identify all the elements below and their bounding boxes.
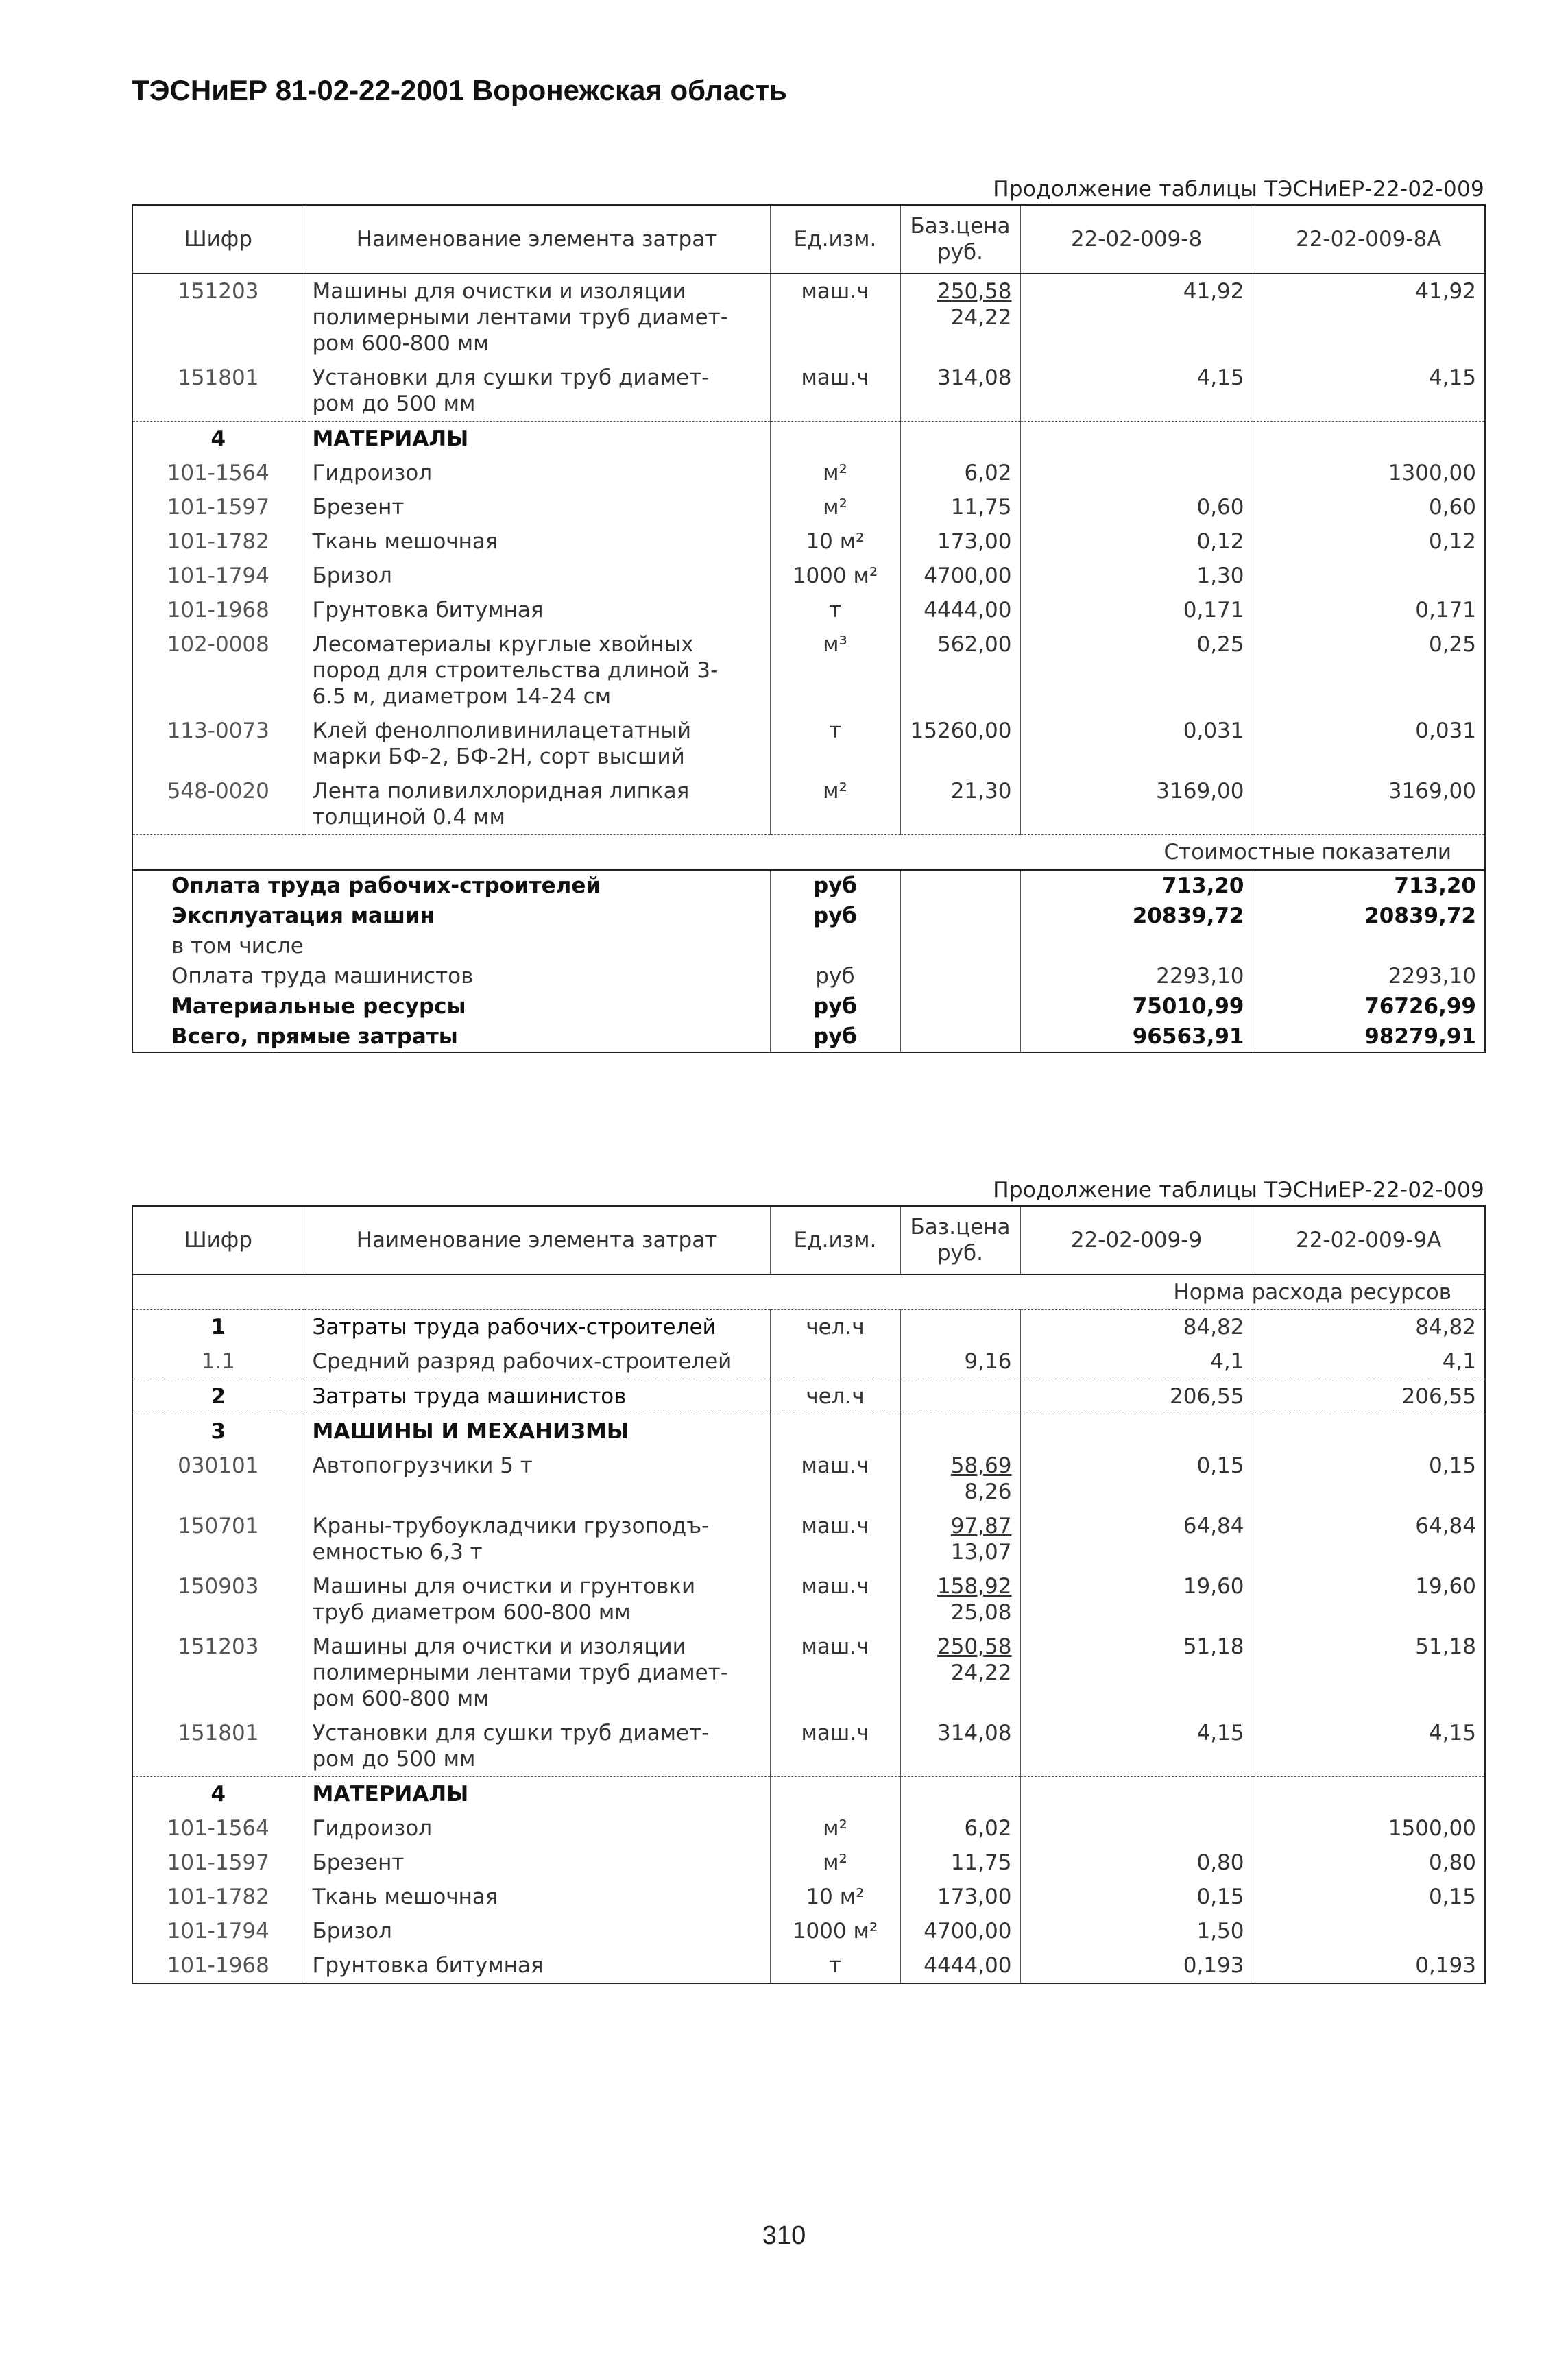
resource-code: 101-1794: [167, 1919, 269, 1944]
col-header-name: Наименование элемента затрат: [304, 205, 770, 274]
norm-value-b: 0,25: [1253, 627, 1485, 714]
base-price: [900, 1509, 1020, 1569]
resource-unit: 10 м²: [770, 524, 900, 559]
table-row: [132, 774, 1485, 835]
norm-value-a: 84,82: [1020, 1310, 1253, 1345]
resource-code: 101-1782: [167, 529, 269, 554]
norm-value-a: 19,60: [1020, 1569, 1253, 1630]
base-price: [900, 593, 1020, 627]
resource-unit: т: [770, 714, 900, 774]
table-row: [132, 559, 1485, 593]
table-row: [132, 1569, 1485, 1630]
cost-value-b: 76726,99: [1253, 991, 1485, 1021]
base-price-total: 250,58: [937, 279, 1012, 304]
section-row: [132, 1777, 1485, 1812]
norm-value-b: [1253, 422, 1485, 457]
resource-name: Установки для сушки труб диамет- ром до 500 мм: [304, 1716, 770, 1777]
col-header-norm-a: 22-02-009-8: [1020, 205, 1253, 274]
cost-value-a: 713,20: [1020, 870, 1253, 901]
cost-label: в том числе: [171, 934, 304, 958]
resource-name: Брезент: [304, 1846, 770, 1880]
norm-value-a: [1020, 422, 1253, 457]
resource-code: 101-1782: [167, 1885, 269, 1909]
col-header-norm-b: 22-02-009-8А: [1253, 205, 1485, 274]
base-price-value: 6,02: [964, 1816, 1012, 1841]
cost-total-row: [132, 991, 1485, 1021]
resource-unit: м²: [770, 774, 900, 835]
base-price: [900, 1630, 1020, 1716]
norm-value-b: 1500,00: [1253, 1811, 1485, 1846]
base-price: [900, 774, 1020, 835]
norm-value-b: [1253, 1914, 1485, 1948]
table-row: [132, 1846, 1485, 1880]
norm-value-a: 206,55: [1020, 1379, 1253, 1414]
base-price: [900, 1344, 1020, 1379]
table-row: [132, 1509, 1485, 1569]
norm-value-a: 4,1: [1020, 1344, 1253, 1379]
cost-label: Оплата труда машинистов: [171, 964, 474, 989]
norm-value-a: 1,30: [1020, 559, 1253, 593]
base-price-total: 97,87: [950, 1514, 1012, 1538]
band-label: Стоимостные показатели: [132, 835, 1485, 871]
base-price-value: 13,07: [950, 1540, 1012, 1564]
base-price-value: 11,75: [950, 495, 1012, 520]
resource-name: Затраты труда машинистов: [304, 1379, 770, 1414]
resource-code: 113-0073: [167, 718, 269, 743]
resource-code: 102-0008: [167, 632, 269, 657]
resource-code: 4: [132, 422, 304, 457]
cost-value-b: [1253, 931, 1485, 961]
resource-code: 030101: [178, 1453, 259, 1478]
table-row: [132, 1630, 1485, 1716]
base-price: [900, 1846, 1020, 1880]
resource-unit: 10 м²: [770, 1880, 900, 1914]
base-price: [900, 1716, 1020, 1777]
resource-name: Средний разряд рабочих-строителей: [304, 1344, 770, 1379]
norm-value-b: 0,12: [1253, 524, 1485, 559]
base-price-total: 58,69: [950, 1453, 1012, 1478]
resource-name: Бризол: [304, 1914, 770, 1948]
base-price-value: 4700,00: [924, 1919, 1012, 1944]
base-price: [900, 524, 1020, 559]
cost-total-row: [132, 1021, 1485, 1052]
resource-code: 4: [132, 1777, 304, 1812]
resource-name: Машины для очистки и грунтовки труб диаметром 600-800 мм: [304, 1569, 770, 1630]
resource-name: Лесоматериалы круглые хвойных пород для строительства длиной 3- 6.5 м, диаметром 14-24 см: [304, 627, 770, 714]
norm-value-a: 1,50: [1020, 1914, 1253, 1948]
cost-value-a: 2293,10: [1020, 961, 1253, 991]
section-row: [132, 1379, 1485, 1414]
cost-price: [900, 1021, 1020, 1052]
norm-value-b: 0,15: [1253, 1449, 1485, 1509]
base-price-value: 6,02: [964, 461, 1012, 485]
resource-code: 151801: [178, 365, 259, 390]
norm-value-a: 0,15: [1020, 1880, 1253, 1914]
resource-name: МАШИНЫ И МЕХАНИЗМЫ: [304, 1414, 770, 1449]
table-row: [132, 714, 1485, 774]
resource-code: 101-1564: [167, 1816, 269, 1841]
resource-name: Краны-трубоукладчики грузоподъ- емностью 6,3 т: [304, 1509, 770, 1569]
resource-unit: маш.ч: [770, 361, 900, 422]
resource-code: 2: [132, 1379, 304, 1414]
table-row: [132, 1344, 1485, 1379]
resource-code: 101-1794: [167, 564, 269, 588]
cost-unit: руб: [770, 961, 900, 991]
norm-value-a: 3169,00: [1020, 774, 1253, 835]
resource-name: Брезент: [304, 490, 770, 524]
resource-code: 1: [132, 1310, 304, 1345]
cost-unit: руб: [770, 870, 900, 901]
col-header-norm-b: 22-02-009-9А: [1253, 1206, 1485, 1274]
base-price-value: 21,30: [950, 779, 1012, 803]
table-row: [132, 456, 1485, 490]
norm-value-b: 84,82: [1253, 1310, 1485, 1345]
base-price-value: 173,00: [937, 529, 1012, 554]
cost-label: Всего, прямые затраты: [171, 1024, 458, 1049]
col-header-name: Наименование элемента затрат: [304, 1206, 770, 1274]
cost-total-row: [132, 901, 1485, 931]
resource-code: 101-1597: [167, 495, 269, 520]
resource-unit: м²: [770, 490, 900, 524]
resource-name: Грунтовка битумная: [304, 1948, 770, 1983]
base-price: [900, 274, 1020, 361]
page-number: 310: [762, 2221, 806, 2250]
table-row: [132, 1914, 1485, 1948]
resource-name: Ткань мешочная: [304, 524, 770, 559]
resource-unit: [770, 1414, 900, 1449]
norm-value-b: 41,92: [1253, 274, 1485, 361]
cost-label: Эксплуатация машин: [171, 904, 435, 928]
cost-price: [900, 961, 1020, 991]
base-price: [900, 1569, 1020, 1630]
resource-code: 101-1968: [167, 1953, 269, 1978]
resource-code: 150701: [178, 1514, 259, 1538]
base-price: [900, 1811, 1020, 1846]
section-row: [132, 1310, 1485, 1345]
base-price-value: 24,22: [950, 305, 1012, 330]
base-price: [900, 456, 1020, 490]
norm-value-a: 0,193: [1020, 1948, 1253, 1983]
resource-unit: маш.ч: [770, 1716, 900, 1777]
norm-value-a: 0,80: [1020, 1846, 1253, 1880]
base-price: [900, 422, 1020, 457]
resource-unit: 1000 м²: [770, 559, 900, 593]
norm-value-a: 0,12: [1020, 524, 1253, 559]
resource-name: Гидроизол: [304, 456, 770, 490]
norm-value-b: [1253, 559, 1485, 593]
cost-price: [900, 991, 1020, 1021]
band-label: Норма расхода ресурсов: [132, 1274, 1485, 1310]
resource-unit: маш.ч: [770, 274, 900, 361]
col-header-norm-a: 22-02-009-9: [1020, 1206, 1253, 1274]
cost-unit: руб: [770, 991, 900, 1021]
resource-code: 101-1597: [167, 1850, 269, 1875]
col-header-code: Шифр: [132, 1206, 304, 1274]
base-price: [900, 1414, 1020, 1449]
norm-value-a: 0,171: [1020, 593, 1253, 627]
cost-value-a: 20839,72: [1020, 901, 1253, 931]
table-row: [132, 1880, 1485, 1914]
table-row: [132, 1811, 1485, 1846]
base-price: [900, 1914, 1020, 1948]
norm-value-b: 4,15: [1253, 1716, 1485, 1777]
base-price-value: 9,16: [964, 1349, 1012, 1374]
norm-value-b: [1253, 1777, 1485, 1812]
section-band: [132, 835, 1485, 871]
resource-code: 3: [132, 1414, 304, 1449]
resource-unit: м³: [770, 627, 900, 714]
base-price: [900, 1449, 1020, 1509]
resource-name: Лента поливилхлоридная липкая толщиной 0.4 мм: [304, 774, 770, 835]
cost-value-a: 75010,99: [1020, 991, 1253, 1021]
resource-code: 101-1564: [167, 461, 269, 485]
base-price: [900, 1310, 1020, 1345]
base-price-value: 173,00: [937, 1885, 1012, 1909]
cost-label: Оплата труда рабочих-строителей: [132, 870, 770, 901]
norm-value-b: 19,60: [1253, 1569, 1485, 1630]
norm-value-a: 4,15: [1020, 361, 1253, 422]
resource-name: Клей фенолполивинилацетатный марки БФ-2, БФ-2Н, сорт высший: [304, 714, 770, 774]
resource-code: 548-0020: [167, 779, 269, 803]
base-price: [900, 627, 1020, 714]
base-price: [900, 714, 1020, 774]
base-price-value: 4444,00: [924, 1953, 1012, 1978]
table-row: [132, 524, 1485, 559]
norm-value-a: 41,92: [1020, 274, 1253, 361]
base-price-value: 11,75: [950, 1850, 1012, 1875]
resource-unit: [770, 422, 900, 457]
document-header: ТЭСНиЕР 81-02-22-2001 Воронежская область: [132, 74, 787, 106]
base-price-value: 24,22: [950, 1660, 1012, 1685]
resource-unit: м²: [770, 456, 900, 490]
col-header-price: Баз.цена руб.: [900, 205, 1020, 274]
norm-value-a: [1020, 456, 1253, 490]
cost-value-b: 713,20: [1253, 870, 1485, 901]
base-price-value: 562,00: [937, 632, 1012, 657]
cost-value-a: 96563,91: [1020, 1021, 1253, 1052]
resource-name: Затраты труда рабочих-строителей: [304, 1310, 770, 1345]
resource-name: Машины для очистки и изоляции полимерными лентами труб диамет- ром 600-800 мм: [304, 274, 770, 361]
resource-unit: т: [770, 593, 900, 627]
resource-table-1: [132, 204, 1486, 1053]
norm-value-b: 0,031: [1253, 714, 1485, 774]
col-header-unit: Ед.изм.: [770, 205, 900, 274]
cost-total-row: [132, 870, 1485, 901]
cost-unit: руб: [770, 901, 900, 931]
resource-name: Установки для сушки труб диамет- ром до 500 мм: [304, 361, 770, 422]
table-row: [132, 593, 1485, 627]
cost-price: [900, 931, 1020, 961]
table-row: [132, 361, 1485, 422]
resource-unit: т: [770, 1948, 900, 1983]
resource-unit: 1000 м²: [770, 1914, 900, 1948]
resource-name: Ткань мешочная: [304, 1880, 770, 1914]
base-price-value: 4444,00: [924, 598, 1012, 622]
base-price-total: 250,58: [937, 1634, 1012, 1659]
base-price: [900, 1880, 1020, 1914]
cost-total-row: [132, 931, 1485, 961]
resource-name: МАТЕРИАЛЫ: [304, 422, 770, 457]
table-row: [132, 1716, 1485, 1777]
resource-table-2: [132, 1205, 1486, 1984]
resource-unit: [770, 1344, 900, 1379]
norm-value-a: 0,60: [1020, 490, 1253, 524]
resource-unit: маш.ч: [770, 1630, 900, 1716]
norm-value-b: 0,60: [1253, 490, 1485, 524]
resource-code: 101-1968: [167, 598, 269, 622]
cost-price: [900, 870, 1020, 901]
resource-unit: маш.ч: [770, 1449, 900, 1509]
cost-total-row: [132, 961, 1485, 991]
base-price: [900, 1948, 1020, 1983]
norm-value-a: 4,15: [1020, 1716, 1253, 1777]
resource-name: Автопогрузчики 5 т: [304, 1449, 770, 1509]
cost-unit: руб: [770, 1021, 900, 1052]
base-price-value: 314,08: [937, 1721, 1012, 1745]
norm-value-b: 0,80: [1253, 1846, 1485, 1880]
table-row: [132, 1449, 1485, 1509]
cost-price: [900, 901, 1020, 931]
norm-value-b: 4,15: [1253, 361, 1485, 422]
base-price-value: 15260,00: [910, 718, 1012, 743]
section-band: [132, 1274, 1485, 1310]
base-price-value: 4700,00: [924, 564, 1012, 588]
table-row: [132, 274, 1485, 361]
resource-unit: м²: [770, 1811, 900, 1846]
cost-value-b: 2293,10: [1253, 961, 1485, 991]
base-price-value: 25,08: [950, 1600, 1012, 1625]
table-row: [132, 1948, 1485, 1983]
col-header-price: Баз.цена руб.: [900, 1206, 1020, 1274]
resource-name: МАТЕРИАЛЫ: [304, 1777, 770, 1812]
cost-label: Материальные ресурсы: [171, 994, 466, 1019]
norm-value-b: 51,18: [1253, 1630, 1485, 1716]
norm-value-a: 64,84: [1020, 1509, 1253, 1569]
base-price-value: 314,08: [937, 365, 1012, 390]
cost-unit: [770, 931, 900, 961]
norm-value-b: 0,171: [1253, 593, 1485, 627]
resource-name: Машины для очистки и изоляции полимерными лентами труб диамет- ром 600-800 мм: [304, 1630, 770, 1716]
resource-unit: [770, 1777, 900, 1812]
base-price: [900, 1379, 1020, 1414]
table-row: [132, 490, 1485, 524]
cost-value-a: [1020, 931, 1253, 961]
col-header-code: Шифр: [132, 205, 304, 274]
resource-unit: чел.ч: [770, 1310, 900, 1345]
norm-value-b: 4,1: [1253, 1344, 1485, 1379]
norm-value-a: [1020, 1811, 1253, 1846]
norm-value-b: [1253, 1414, 1485, 1449]
resource-unit: м²: [770, 1846, 900, 1880]
resource-code: 150903: [178, 1574, 259, 1599]
resource-name: Бризол: [304, 559, 770, 593]
resource-name: Грунтовка битумная: [304, 593, 770, 627]
norm-value-a: [1020, 1777, 1253, 1812]
norm-value-a: [1020, 1414, 1253, 1449]
table-row: [132, 627, 1485, 714]
resource-code: 1.1: [201, 1349, 235, 1374]
base-price-total: 158,92: [937, 1574, 1012, 1599]
norm-value-b: 0,193: [1253, 1948, 1485, 1983]
resource-code: 151203: [178, 1634, 259, 1659]
base-price: [900, 490, 1020, 524]
norm-value-b: 1300,00: [1253, 456, 1485, 490]
norm-value-b: 64,84: [1253, 1509, 1485, 1569]
section-row: [132, 1414, 1485, 1449]
cost-value-b: 20839,72: [1253, 901, 1485, 931]
resource-name: Гидроизол: [304, 1811, 770, 1846]
resource-unit: маш.ч: [770, 1509, 900, 1569]
norm-value-a: 0,15: [1020, 1449, 1253, 1509]
norm-value-a: 0,25: [1020, 627, 1253, 714]
resource-code: 151801: [178, 1721, 259, 1745]
norm-value-b: 0,15: [1253, 1880, 1485, 1914]
norm-value-b: 3169,00: [1253, 774, 1485, 835]
table1-caption: Продолжение таблицы ТЭСНиЕР-22-02-009: [993, 177, 1484, 202]
cost-value-b: 98279,91: [1253, 1021, 1485, 1052]
norm-value-a: 0,031: [1020, 714, 1253, 774]
section-row: [132, 422, 1485, 457]
norm-value-b: 206,55: [1253, 1379, 1485, 1414]
base-price-value: 8,26: [964, 1479, 1012, 1504]
base-price: [900, 1777, 1020, 1812]
resource-unit: маш.ч: [770, 1569, 900, 1630]
base-price: [900, 559, 1020, 593]
table2-caption: Продолжение таблицы ТЭСНиЕР-22-02-009: [993, 1178, 1484, 1202]
norm-value-a: 51,18: [1020, 1630, 1253, 1716]
resource-unit: чел.ч: [770, 1379, 900, 1414]
col-header-unit: Ед.изм.: [770, 1206, 900, 1274]
base-price: [900, 361, 1020, 422]
resource-code: 151203: [178, 279, 259, 304]
